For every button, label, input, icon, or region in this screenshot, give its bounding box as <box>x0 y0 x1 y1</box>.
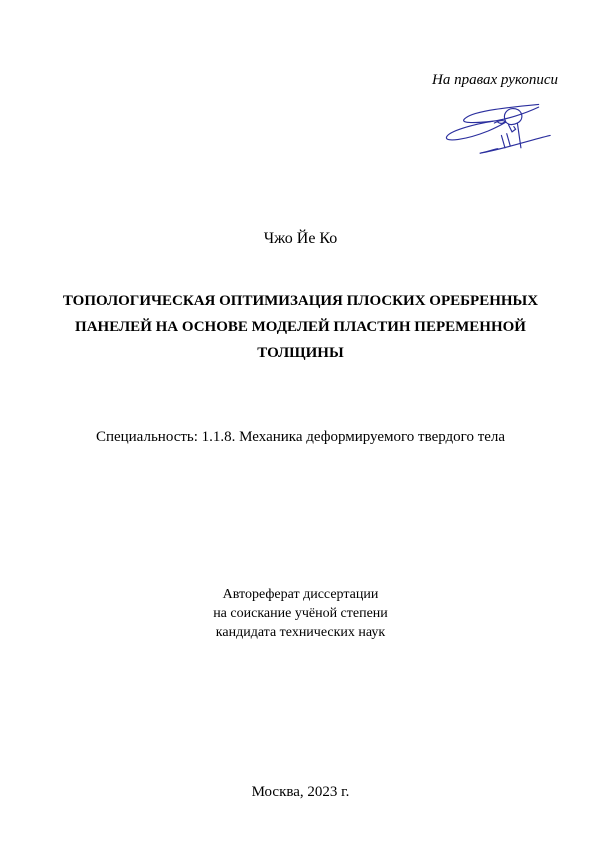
dissertation-title <box>40 288 561 366</box>
abstract-line: на соискание учёной степени <box>213 606 388 621</box>
specialty: Специальность: 1.1.8. Механика деформируемого твердого тела <box>95 429 506 445</box>
place-year: Москва, 2023 г. <box>251 784 350 800</box>
title-line: ТОПОЛОГИЧЕСКАЯ ОПТИМИЗАЦИЯ ПЛОСКИХ ОРЕБРЕННЫХ <box>62 293 539 309</box>
abstract-line: кандидата технических наук <box>215 625 386 640</box>
rights-note: На правах рукописи <box>432 72 558 88</box>
signature-icon <box>438 100 556 162</box>
author-name: Чжо Йе Ко <box>263 230 338 247</box>
abstract-line: Автореферат диссертации <box>222 587 379 602</box>
abstract-description <box>0 585 601 642</box>
title-line: ТОЛЩИНЫ <box>257 345 344 361</box>
title-line: ПАНЕЛЕЙ НА ОСНОВЕ МОДЕЛЕЙ ПЛАСТИН ПЕРЕМЕННОЙ <box>75 319 526 335</box>
